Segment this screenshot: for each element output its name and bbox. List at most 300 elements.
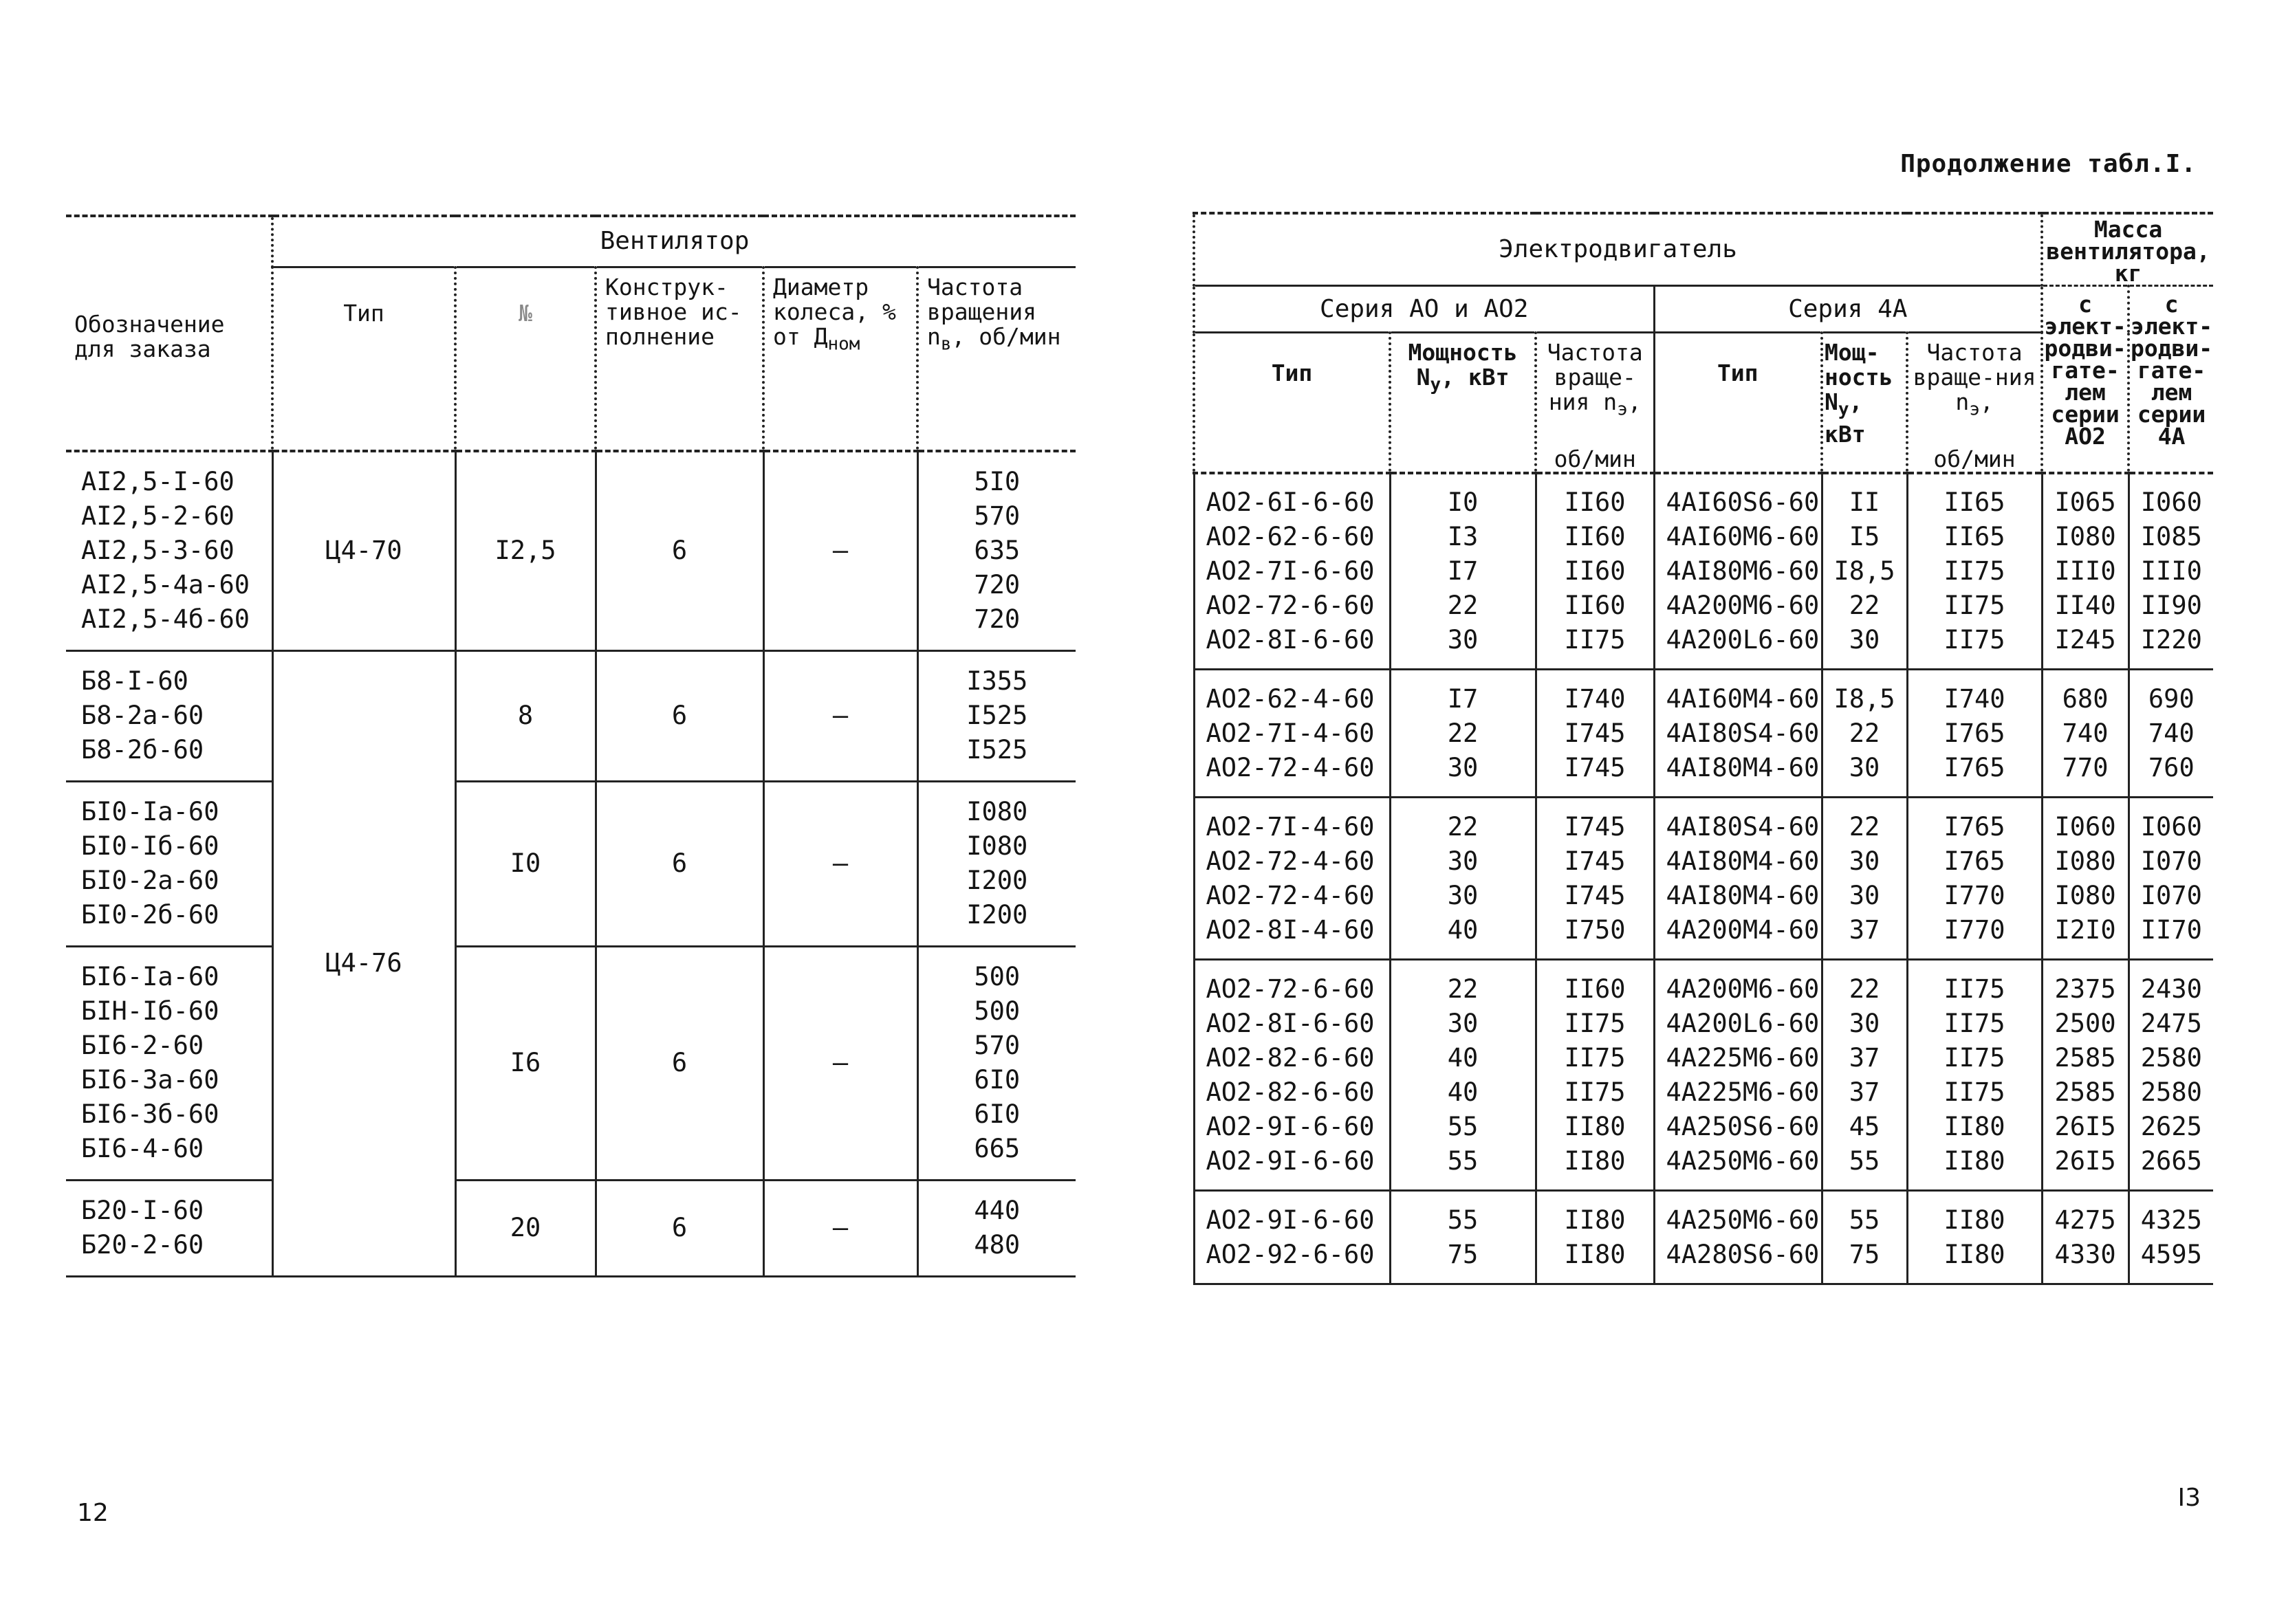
freq-cell-item: 480 bbox=[974, 1230, 1021, 1260]
mass-ao2-cell-item: 2585 bbox=[2054, 1077, 2116, 1107]
4a-freq-cell-item: II75 bbox=[1944, 1008, 2005, 1038]
mass-ao2-cell-item: III0 bbox=[2054, 556, 2116, 586]
designation-cell-item: Б8-2б-60 bbox=[81, 735, 204, 765]
4a-power-cell bbox=[1822, 670, 1907, 798]
mass-4a-cell-item: I070 bbox=[2140, 880, 2202, 910]
ao-freq-cell-item: I750 bbox=[1564, 914, 1626, 945]
mass-4a-cell-item: 2475 bbox=[2140, 1008, 2202, 1038]
ao-power-cell bbox=[1390, 960, 1536, 1191]
ao-power-cell-item: 55 bbox=[1447, 1205, 1479, 1235]
freq-cell-item: 570 bbox=[974, 501, 1021, 531]
mass-ao2-cell-item: II40 bbox=[2054, 590, 2116, 620]
ao-power-cell-item: 30 bbox=[1447, 1008, 1479, 1038]
ao-type-cell-item: АО2-72-4-60 bbox=[1206, 880, 1375, 910]
designation-cell-item: AI2,5-3-60 bbox=[81, 536, 235, 566]
freq-cell-item: I200 bbox=[966, 866, 1028, 895]
freq-cell-item: I525 bbox=[966, 701, 1028, 730]
col-diameter-header: Диаметр колеса, % от $Д_{ном}$ bbox=[763, 267, 917, 451]
mass-ao2-cell-item: 770 bbox=[2062, 752, 2109, 782]
mass-4a-cell-item: III0 bbox=[2140, 556, 2202, 586]
ao-freq-cell-item: II60 bbox=[1564, 556, 1626, 586]
4a-type-cell-item: 4АI60S6-60 bbox=[1666, 487, 1820, 517]
mass-ao2-cell-item: I060 bbox=[2054, 811, 2116, 842]
mass-ao2-cell-item: I080 bbox=[2054, 521, 2116, 551]
ao-freq-cell-item: II80 bbox=[1564, 1239, 1626, 1269]
page-number: 12 bbox=[77, 1499, 109, 1527]
ao-type-cell bbox=[1194, 798, 1390, 960]
designation-cell bbox=[66, 946, 272, 1180]
mass-4a-cell bbox=[2129, 473, 2213, 670]
table-row bbox=[1194, 670, 2213, 798]
4a-freq-cell-item: II75 bbox=[1944, 1077, 2005, 1107]
freq-cell-item: I080 bbox=[966, 831, 1028, 861]
ao-power-cell-item: 30 bbox=[1447, 624, 1479, 655]
designation-cell bbox=[66, 781, 272, 946]
4a-freq-cell-item: II75 bbox=[1944, 1042, 2005, 1073]
4a-type-cell-item: 4А225М6-60 bbox=[1666, 1077, 1820, 1107]
ao-type-cell-item: АО2-8I-6-60 bbox=[1206, 1008, 1375, 1038]
ao-type-cell-item: АО2-62-6-60 bbox=[1206, 521, 1375, 551]
4a-type-cell-item: 4АI60М6-60 bbox=[1666, 521, 1820, 551]
ao-freq-cell-item: II75 bbox=[1564, 1042, 1626, 1073]
mass-ao2-cell bbox=[2042, 473, 2129, 670]
mass-ao2-cell bbox=[2042, 1191, 2129, 1284]
4a-power-cell-item: 22 bbox=[1849, 590, 1880, 620]
ao-freq-cell bbox=[1536, 798, 1654, 960]
ao-type-cell-item: АО2-9I-6-60 bbox=[1206, 1111, 1375, 1141]
ao-type-cell-item: АО2-72-6-60 bbox=[1206, 590, 1375, 620]
4a-freq-cell bbox=[1907, 473, 2042, 670]
ao-type-cell-item: АО2-8I-4-60 bbox=[1206, 914, 1375, 945]
design-cell: 6 bbox=[596, 946, 763, 1180]
mass-ao2-cell-item: 680 bbox=[2062, 683, 2109, 714]
designation-cell-item: AI2,5-4а-60 bbox=[81, 570, 250, 600]
4a-power-cell-item: I5 bbox=[1849, 521, 1880, 551]
4a-type-cell bbox=[1654, 1191, 1822, 1284]
ao-freq-cell-item: II80 bbox=[1564, 1111, 1626, 1141]
designation-cell-item: Б8-I-60 bbox=[81, 666, 188, 696]
table-row bbox=[1194, 473, 2213, 670]
mass-4a-cell-item: I060 bbox=[2140, 487, 2202, 517]
mass-ao2-cell-item: I065 bbox=[2054, 487, 2116, 517]
4a-freq-cell bbox=[1907, 960, 2042, 1191]
4a-type-cell-item: 4А200L6-60 bbox=[1666, 1008, 1820, 1038]
4a-type-cell-item: 4А250М6-60 bbox=[1666, 1145, 1820, 1176]
mass-ao2-cell bbox=[2042, 798, 2129, 960]
ao-power-cell-item: 22 bbox=[1447, 718, 1479, 748]
4a-power-cell bbox=[1822, 960, 1907, 1191]
table-row bbox=[66, 650, 1076, 781]
ao-freq-cell-item: I745 bbox=[1564, 811, 1626, 842]
ao-type-cell bbox=[1194, 670, 1390, 798]
4a-freq-cell bbox=[1907, 670, 2042, 798]
motor-group-header: Электродвигатель bbox=[1194, 213, 2042, 286]
ao-power-cell-item: 55 bbox=[1447, 1145, 1479, 1176]
ao-power-cell-item: 40 bbox=[1447, 914, 1479, 945]
ao-power-cell-item: 30 bbox=[1447, 880, 1479, 910]
mass-ao2-cell-item: I080 bbox=[2054, 880, 2116, 910]
4a-freq-cell-item: II75 bbox=[1944, 624, 2005, 655]
freq-cell bbox=[917, 451, 1076, 650]
designation-cell bbox=[66, 650, 272, 781]
col-ao-freq-header: Частота враще-ния $n_э$, об/мин bbox=[1536, 333, 1654, 473]
4a-freq-cell-item: I740 bbox=[1944, 683, 2005, 714]
4a-power-cell-item: I8,5 bbox=[1833, 683, 1895, 714]
ao-type-cell bbox=[1194, 1191, 1390, 1284]
ao-freq-cell-item: II60 bbox=[1564, 521, 1626, 551]
ao-power-cell bbox=[1390, 1191, 1536, 1284]
diameter-cell: – bbox=[763, 650, 917, 781]
4a-type-cell-item: 4А200М6-60 bbox=[1666, 974, 1820, 1004]
ao-power-cell-item: 40 bbox=[1447, 1042, 1479, 1073]
4a-type-cell-item: 4АI80М4-60 bbox=[1666, 846, 1820, 876]
number-cell: I6 bbox=[455, 946, 596, 1180]
freq-cell-item: I355 bbox=[966, 666, 1028, 696]
table-row bbox=[1194, 960, 2213, 1191]
ao-power-cell-item: 22 bbox=[1447, 811, 1479, 842]
4a-type-cell-item: 4А200М4-60 bbox=[1666, 914, 1820, 945]
4a-type-cell-item: 4А250М6-60 bbox=[1666, 1205, 1820, 1235]
table-row bbox=[1194, 798, 2213, 960]
mass-ao2-cell-item: 4275 bbox=[2054, 1205, 2116, 1235]
col-ao-type-header: Тип bbox=[1194, 333, 1390, 473]
ao-power-cell-item: 40 bbox=[1447, 1077, 1479, 1107]
freq-cell-item: I080 bbox=[966, 797, 1028, 826]
mass-4a-cell-item: 2580 bbox=[2140, 1077, 2202, 1107]
ao-type-cell-item: АО2-82-6-60 bbox=[1206, 1042, 1375, 1073]
4a-power-cell-item: I8,5 bbox=[1833, 556, 1895, 586]
col-ao-power-header: Мощность $N_у$, кВт bbox=[1390, 333, 1536, 473]
4a-freq-cell-item: I770 bbox=[1944, 880, 2005, 910]
ao-type-cell-item: АО2-8I-6-60 bbox=[1206, 624, 1375, 655]
mass-ao2-header: с элект-родви-гате-лем серии АО2 bbox=[2042, 286, 2129, 473]
ao-freq-cell-item: I745 bbox=[1564, 752, 1626, 782]
col-designation-header: Обозначение для заказа bbox=[66, 216, 272, 451]
ao-freq-cell-item: II75 bbox=[1564, 1008, 1626, 1038]
4a-power-cell-item: 37 bbox=[1849, 1077, 1880, 1107]
ao-freq-cell bbox=[1536, 670, 1654, 798]
ao-type-cell-item: АО2-7I-4-60 bbox=[1206, 811, 1375, 842]
mass-4a-cell-item: 4325 bbox=[2140, 1205, 2202, 1235]
ao-freq-cell-item: II60 bbox=[1564, 590, 1626, 620]
col-4a-freq-header: Частота враще-ния $n_э$, об/мин bbox=[1907, 333, 2042, 473]
4a-power-cell-item: 30 bbox=[1849, 624, 1880, 655]
4a-power-cell-item: 37 bbox=[1849, 914, 1880, 945]
designation-cell-item: БI0-2а-60 bbox=[81, 866, 219, 895]
diameter-cell: – bbox=[763, 946, 917, 1180]
designation-cell-item: БI6-2-60 bbox=[81, 1031, 204, 1060]
designation-cell-item: БI0-Iа-60 bbox=[81, 797, 219, 826]
4a-power-cell bbox=[1822, 1191, 1907, 1284]
4a-freq-cell-item: I770 bbox=[1944, 914, 2005, 945]
4a-freq-cell-item: I765 bbox=[1944, 718, 2005, 748]
freq-cell bbox=[917, 781, 1076, 946]
4a-type-cell-item: 4АI80М4-60 bbox=[1666, 880, 1820, 910]
ao-freq-cell-item: II75 bbox=[1564, 1077, 1626, 1107]
ao-type-cell-item: АО2-9I-6-60 bbox=[1206, 1145, 1375, 1176]
4a-type-cell bbox=[1654, 798, 1822, 960]
series-ao-header: Серия АО и АО2 bbox=[1194, 286, 1654, 333]
diameter-cell: – bbox=[763, 781, 917, 946]
mass-4a-cell-item: 2665 bbox=[2140, 1145, 2202, 1176]
mass-ao2-cell-item: 26I5 bbox=[2054, 1145, 2116, 1176]
fan-table bbox=[66, 215, 1076, 1277]
designation-cell-item: Б20-2-60 bbox=[81, 1230, 204, 1260]
ao-power-cell-item: 75 bbox=[1447, 1239, 1479, 1269]
4a-type-cell bbox=[1654, 670, 1822, 798]
ao-power-cell bbox=[1390, 473, 1536, 670]
mass-ao2-cell-item: 2500 bbox=[2054, 1008, 2116, 1038]
ao-type-cell-item: АО2-72-4-60 bbox=[1206, 846, 1375, 876]
mass-ao2-cell-item: 4330 bbox=[2054, 1239, 2116, 1269]
4a-freq-cell-item: II80 bbox=[1944, 1205, 2005, 1235]
ao-freq-cell-item: I745 bbox=[1564, 846, 1626, 876]
motor-table bbox=[1193, 212, 2213, 1285]
ao-freq-cell bbox=[1536, 960, 1654, 1191]
ao-type-cell-item: АО2-92-6-60 bbox=[1206, 1239, 1375, 1269]
mass-4a-cell-item: 740 bbox=[2148, 718, 2195, 748]
ao-freq-cell-item: I740 bbox=[1564, 683, 1626, 714]
ao-power-cell-item: 22 bbox=[1447, 974, 1479, 1004]
designation-cell-item: AI2,5-I-60 bbox=[81, 467, 235, 497]
mass-4a-cell-item: 4595 bbox=[2140, 1239, 2202, 1269]
ao-freq-cell-item: II60 bbox=[1564, 487, 1626, 517]
ao-power-cell bbox=[1390, 798, 1536, 960]
ao-freq-cell bbox=[1536, 473, 1654, 670]
4a-power-cell-item: 22 bbox=[1849, 718, 1880, 748]
designation-cell bbox=[66, 451, 272, 650]
diameter-cell: – bbox=[763, 451, 917, 650]
freq-cell-item: 665 bbox=[974, 1134, 1021, 1163]
freq-cell-item: 570 bbox=[974, 1031, 1021, 1060]
4a-freq-cell-item: I765 bbox=[1944, 752, 2005, 782]
table-row bbox=[66, 946, 1076, 1180]
freq-cell-item: 6I0 bbox=[974, 1099, 1021, 1129]
mass-4a-cell-item: I070 bbox=[2140, 846, 2202, 876]
4a-freq-cell-item: I765 bbox=[1944, 811, 2005, 842]
mass-4a-cell-item: 2430 bbox=[2140, 974, 2202, 1004]
ao-power-cell bbox=[1390, 670, 1536, 798]
designation-cell-item: AI2,5-4б-60 bbox=[81, 604, 250, 635]
4a-freq-cell-item: I765 bbox=[1944, 846, 2005, 876]
ao-power-cell-item: I7 bbox=[1447, 556, 1479, 586]
4a-type-cell bbox=[1654, 960, 1822, 1191]
mass-4a-cell-item: 2580 bbox=[2140, 1042, 2202, 1073]
4a-type-cell-item: 4АI80М6-60 bbox=[1666, 556, 1820, 586]
4a-type-cell-item: 4А225М6-60 bbox=[1666, 1042, 1820, 1073]
freq-cell-item: I525 bbox=[966, 735, 1028, 765]
mass-ao2-cell-item: I080 bbox=[2054, 846, 2116, 876]
4a-power-cell-item: II bbox=[1849, 487, 1880, 517]
ao-power-cell-item: I0 bbox=[1447, 487, 1479, 517]
4a-power-cell-item: 55 bbox=[1849, 1145, 1880, 1176]
ao-freq-cell-item: II75 bbox=[1564, 624, 1626, 655]
4a-power-cell bbox=[1822, 473, 1907, 670]
mass-4a-cell-item: 2625 bbox=[2140, 1111, 2202, 1141]
mass-4a-cell-item: II70 bbox=[2140, 914, 2202, 945]
4a-power-cell bbox=[1822, 798, 1907, 960]
designation-cell-item: БI0-2б-60 bbox=[81, 900, 219, 930]
ao-power-cell-item: 30 bbox=[1447, 752, 1479, 782]
mass-4a-cell-item: I060 bbox=[2140, 811, 2202, 842]
mass-4a-cell bbox=[2129, 798, 2213, 960]
design-cell: 6 bbox=[596, 1180, 763, 1276]
mass-header: Масса вентилятора, кг bbox=[2042, 213, 2213, 286]
type-cell: Ц4-70 bbox=[272, 451, 455, 650]
ao-freq-cell bbox=[1536, 1191, 1654, 1284]
ao-freq-cell-item: II80 bbox=[1564, 1205, 1626, 1235]
designation-cell-item: БI6-3б-60 bbox=[81, 1099, 219, 1129]
mass-ao2-cell-item: 2585 bbox=[2054, 1042, 2116, 1073]
4a-freq-cell-item: II80 bbox=[1944, 1239, 2005, 1269]
4a-power-cell-item: 30 bbox=[1849, 880, 1880, 910]
4a-type-cell-item: 4АI80М4-60 bbox=[1666, 752, 1820, 782]
4a-freq-cell-item: II65 bbox=[1944, 487, 2005, 517]
4a-freq-cell bbox=[1907, 798, 2042, 960]
type-cell: Ц4-76 bbox=[272, 650, 455, 1276]
freq-cell bbox=[917, 650, 1076, 781]
mass-4a-cell-item: 690 bbox=[2148, 683, 2195, 714]
ao-power-cell-item: 30 bbox=[1447, 846, 1479, 876]
4a-power-cell-item: 75 bbox=[1849, 1239, 1880, 1269]
designation-cell-item: БIН-Iб-60 bbox=[81, 996, 219, 1026]
4a-power-cell-item: 22 bbox=[1849, 974, 1880, 1004]
col-type-header: Тип bbox=[272, 267, 455, 451]
mass-ao2-cell-item: 26I5 bbox=[2054, 1111, 2116, 1141]
ao-type-cell-item: АО2-72-6-60 bbox=[1206, 974, 1375, 1004]
freq-cell bbox=[917, 946, 1076, 1180]
ao-freq-cell-item: II60 bbox=[1564, 974, 1626, 1004]
number-cell: I2,5 bbox=[455, 451, 596, 650]
mass-4a-cell-item: 760 bbox=[2148, 752, 2195, 782]
col-design-header: Конструк-тивное ис-полнение bbox=[596, 267, 763, 451]
4a-type-cell bbox=[1654, 473, 1822, 670]
ao-type-cell-item: АО2-9I-6-60 bbox=[1206, 1205, 1375, 1235]
ao-type-cell-item: АО2-62-4-60 bbox=[1206, 683, 1375, 714]
mass-4a-cell-item: I220 bbox=[2140, 624, 2202, 655]
number-cell: I0 bbox=[455, 781, 596, 946]
table-row bbox=[1194, 1191, 2213, 1284]
4a-power-cell-item: 37 bbox=[1849, 1042, 1880, 1073]
ao-freq-cell-item: II80 bbox=[1564, 1145, 1626, 1176]
freq-cell-item: 6I0 bbox=[974, 1065, 1021, 1095]
4a-power-cell-item: 30 bbox=[1849, 752, 1880, 782]
4a-power-cell-item: 45 bbox=[1849, 1111, 1880, 1141]
4a-freq-cell-item: II75 bbox=[1944, 590, 2005, 620]
ao-type-cell-item: АО2-82-6-60 bbox=[1206, 1077, 1375, 1107]
mass-ao2-cell-item: 740 bbox=[2062, 718, 2109, 748]
mass-4a-cell bbox=[2129, 670, 2213, 798]
table-row bbox=[66, 1180, 1076, 1276]
ao-type-cell bbox=[1194, 960, 1390, 1191]
4a-freq-cell-item: II75 bbox=[1944, 974, 2005, 1004]
designation-cell-item: Б8-2а-60 bbox=[81, 701, 204, 730]
series-4a-header: Серия 4А bbox=[1654, 286, 2042, 333]
ao-freq-cell-item: I745 bbox=[1564, 880, 1626, 910]
4a-freq-cell-item: II65 bbox=[1944, 521, 2005, 551]
ao-type-cell-item: АО2-72-4-60 bbox=[1206, 752, 1375, 782]
ao-type-cell-item: АО2-6I-6-60 bbox=[1206, 487, 1375, 517]
4a-type-cell-item: 4АI60М4-60 bbox=[1666, 683, 1820, 714]
mass-ao2-cell bbox=[2042, 670, 2129, 798]
4a-freq-cell-item: II80 bbox=[1944, 1111, 2005, 1141]
mass-4a-cell bbox=[2129, 1191, 2213, 1284]
ao-type-cell-item: АО2-7I-4-60 bbox=[1206, 718, 1375, 748]
designation-cell-item: БI6-3а-60 bbox=[81, 1065, 219, 1095]
4a-type-cell-item: 4АI80S4-60 bbox=[1666, 718, 1820, 748]
4a-power-cell-item: 22 bbox=[1849, 811, 1880, 842]
col-4a-power-header: Мощ-ность $N_у$, кВт bbox=[1822, 333, 1907, 473]
4a-type-cell-item: 4А280S6-60 bbox=[1666, 1239, 1820, 1269]
mass-ao2-cell-item: I245 bbox=[2054, 624, 2116, 655]
designation-cell-item: БI6-4-60 bbox=[81, 1134, 204, 1163]
diameter-cell: – bbox=[763, 1180, 917, 1276]
table-row bbox=[66, 781, 1076, 946]
4a-power-cell-item: 30 bbox=[1849, 1008, 1880, 1038]
ao-type-cell bbox=[1194, 473, 1390, 670]
freq-cell-item: 635 bbox=[974, 536, 1021, 566]
mass-4a-cell bbox=[2129, 960, 2213, 1191]
mass-ao2-cell bbox=[2042, 960, 2129, 1191]
4a-type-cell-item: 4А200М6-60 bbox=[1666, 590, 1820, 620]
designation-cell-item: Б20-I-60 bbox=[81, 1196, 204, 1225]
col-4a-type-header: Тип bbox=[1654, 333, 1822, 473]
right-page bbox=[1138, 0, 2275, 1624]
design-cell: 6 bbox=[596, 451, 763, 650]
designation-cell-item: AI2,5-2-60 bbox=[81, 501, 235, 531]
freq-cell-item: I200 bbox=[966, 900, 1028, 930]
freq-cell-item: 500 bbox=[974, 962, 1021, 991]
mass-4a-header: с элект-родви-гате-лем серии 4А bbox=[2129, 286, 2213, 473]
4a-type-cell-item: 4АI80S4-60 bbox=[1666, 811, 1820, 842]
ao-power-cell-item: 22 bbox=[1447, 590, 1479, 620]
ao-type-cell-item: АО2-7I-6-60 bbox=[1206, 556, 1375, 586]
design-cell: 6 bbox=[596, 781, 763, 946]
freq-cell-item: 720 bbox=[974, 604, 1021, 635]
4a-freq-cell-item: II75 bbox=[1944, 556, 2005, 586]
ao-power-cell-item: I7 bbox=[1447, 683, 1479, 714]
continuation-title: Продолжение табл.I. bbox=[1900, 150, 2197, 178]
fan-group-header: Вентилятор bbox=[272, 216, 1076, 267]
freq-cell bbox=[917, 1180, 1076, 1276]
4a-freq-cell-item: II80 bbox=[1944, 1145, 2005, 1176]
4a-power-cell-item: 55 bbox=[1849, 1205, 1880, 1235]
freq-cell-item: 720 bbox=[974, 570, 1021, 600]
mass-ao2-cell-item: 2375 bbox=[2054, 974, 2116, 1004]
designation-cell-item: БI0-Iб-60 bbox=[81, 831, 219, 861]
number-cell: 20 bbox=[455, 1180, 596, 1276]
freq-cell-item: 500 bbox=[974, 996, 1021, 1026]
freq-cell-item: 440 bbox=[974, 1196, 1021, 1225]
4a-freq-cell bbox=[1907, 1191, 2042, 1284]
ao-power-cell-item: I3 bbox=[1447, 521, 1479, 551]
4a-power-cell-item: 30 bbox=[1849, 846, 1880, 876]
mass-ao2-cell-item: I2I0 bbox=[2054, 914, 2116, 945]
page-number: I3 bbox=[2177, 1484, 2201, 1512]
ao-freq-cell-item: I745 bbox=[1564, 718, 1626, 748]
col-number-header: № bbox=[455, 267, 596, 451]
number-cell: 8 bbox=[455, 650, 596, 781]
design-cell: 6 bbox=[596, 650, 763, 781]
mass-4a-cell-item: I085 bbox=[2140, 521, 2202, 551]
4a-type-cell-item: 4А200L6-60 bbox=[1666, 624, 1820, 655]
col-freq-header: Частота вращения $n_в$, об/мин bbox=[917, 267, 1076, 451]
mass-4a-cell-item: II90 bbox=[2140, 590, 2202, 620]
designation-cell-item: БI6-Iа-60 bbox=[81, 962, 219, 991]
designation-cell bbox=[66, 1180, 272, 1276]
table-row bbox=[66, 451, 1076, 650]
freq-cell-item: 5I0 bbox=[974, 467, 1021, 497]
